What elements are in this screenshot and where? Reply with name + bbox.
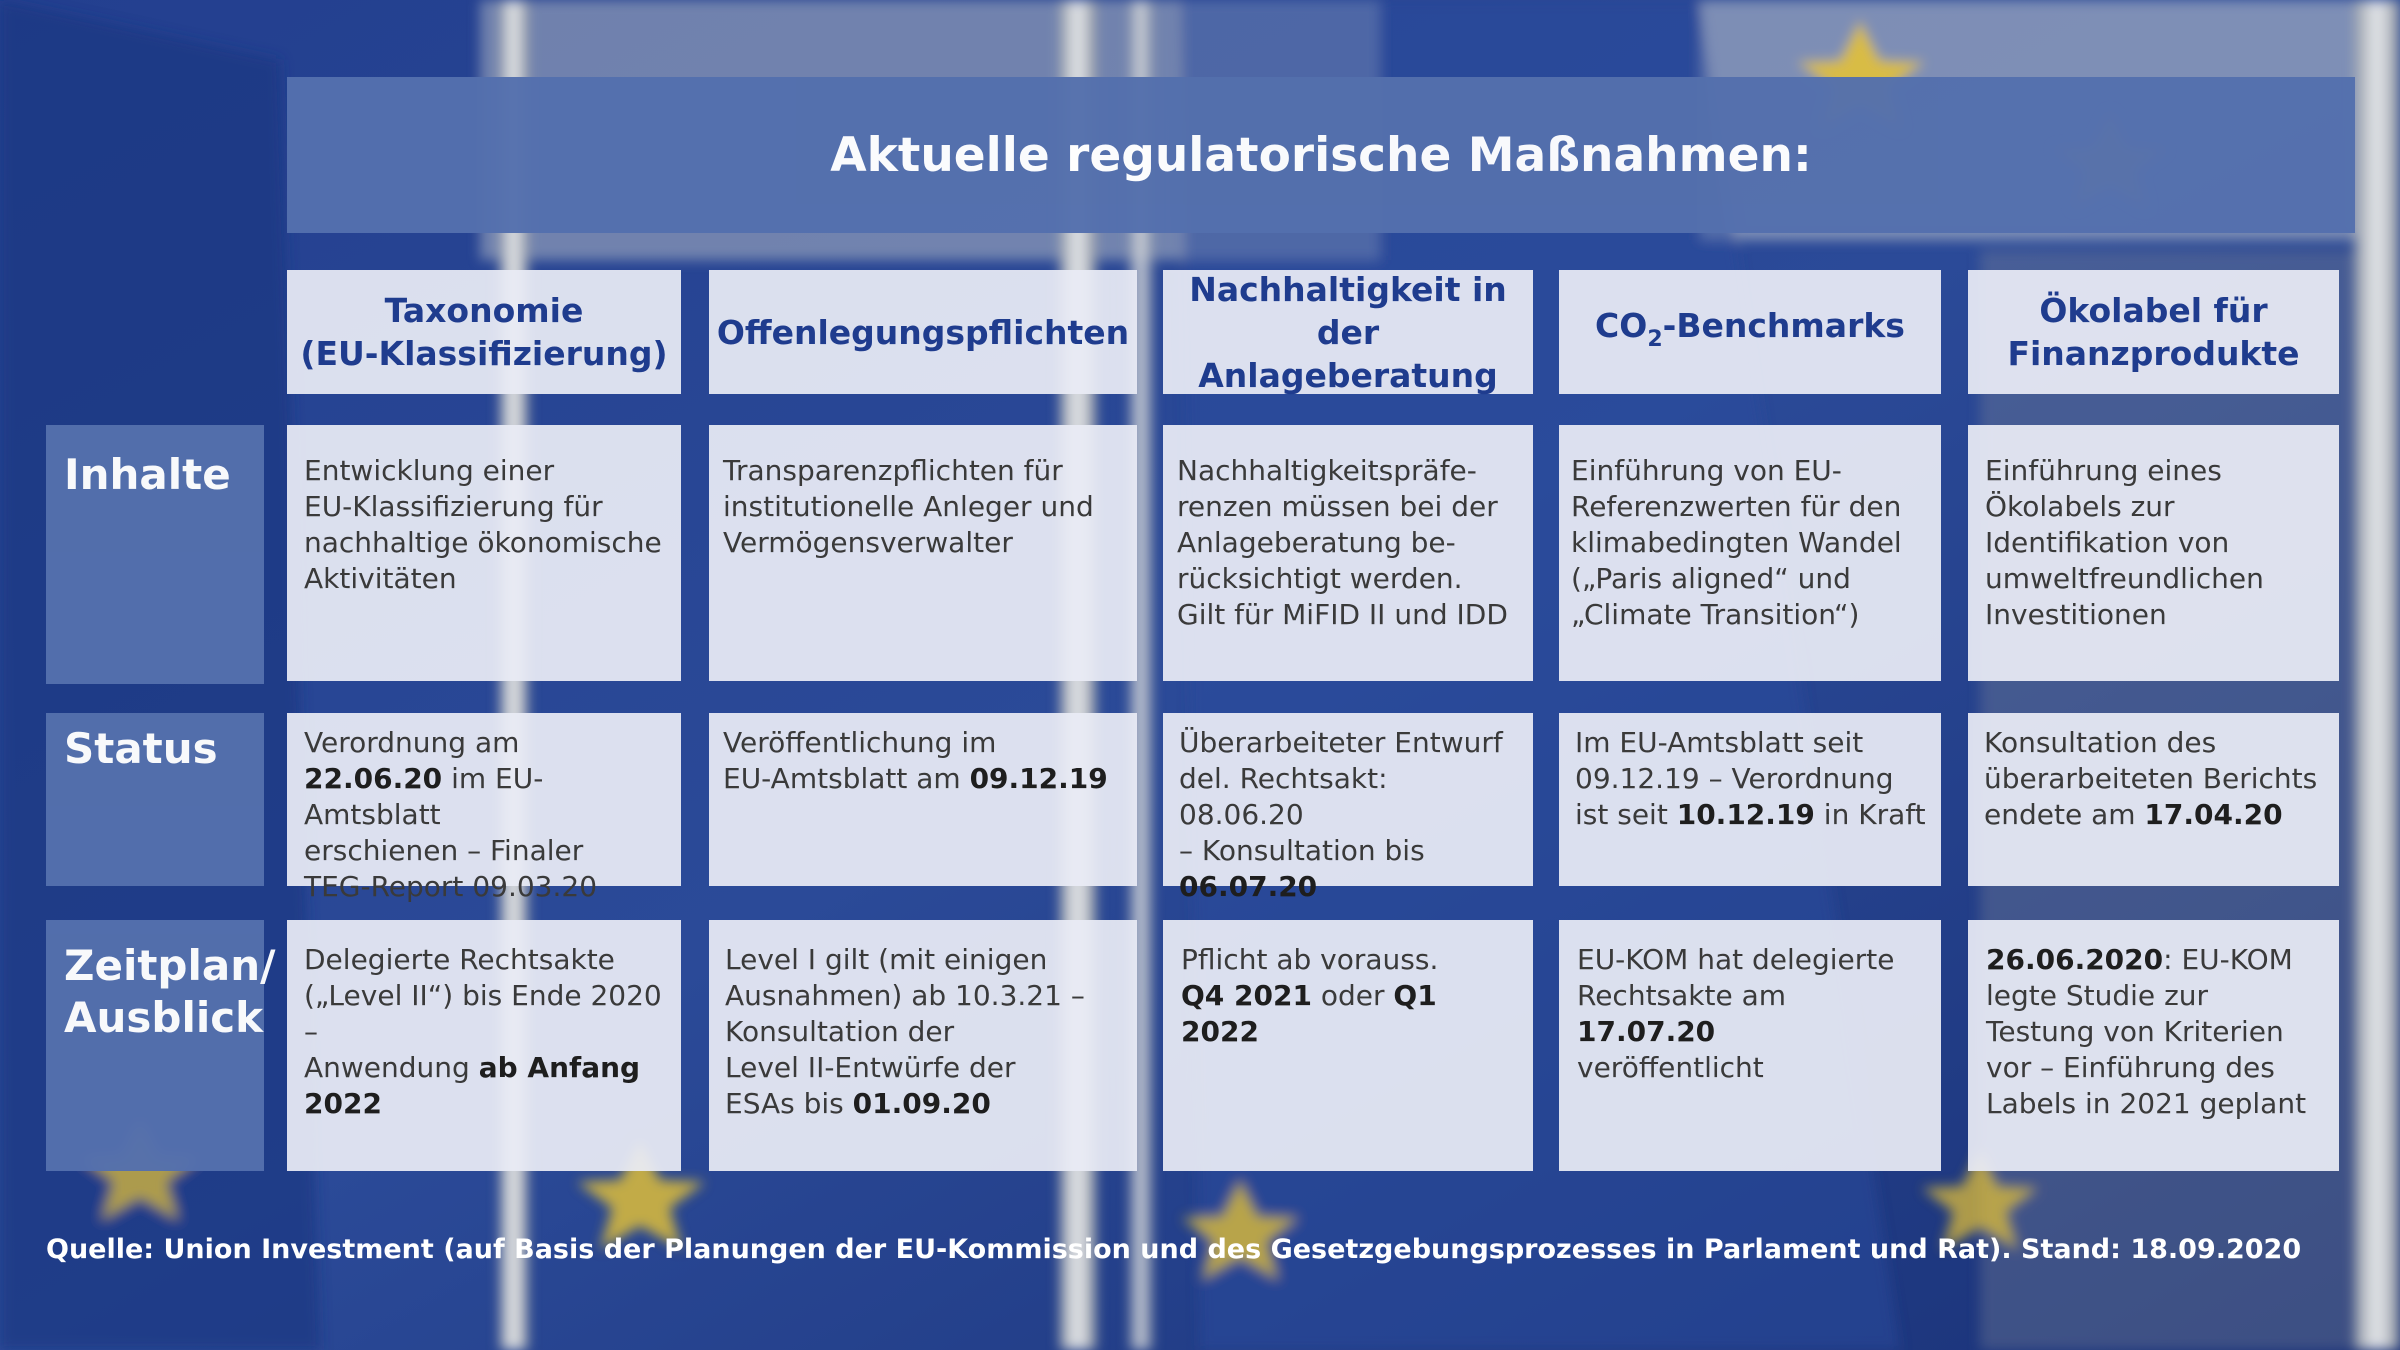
cell-line: Einführung von EU- bbox=[1571, 454, 1842, 487]
cell-line: Vermögensverwalter bbox=[723, 526, 1013, 559]
cell-line: Überarbeiteter Entwurf bbox=[1179, 726, 1503, 759]
cell-line: ist seit bbox=[1575, 798, 1677, 831]
cell-status-offenlegung bbox=[709, 713, 1137, 886]
cell-line: Entwicklung einer bbox=[304, 454, 555, 487]
cell-line: Im EU-Amtsblatt seit bbox=[1575, 726, 1864, 759]
cell-line: : EU-KOM bbox=[2163, 943, 2293, 976]
cell-line: Investitionen bbox=[1985, 598, 2167, 631]
cell-line: institutionelle Anleger und bbox=[723, 490, 1094, 523]
row-label-text: Ausblick bbox=[64, 993, 264, 1042]
date-highlight: 01.09.20 bbox=[852, 1087, 991, 1120]
cell-line: nachhaltige ökonomische bbox=[304, 526, 662, 559]
cell-status-oekolabel bbox=[1968, 713, 2339, 886]
cell-line: Aktivitäten bbox=[304, 562, 457, 595]
cell-line: Verordnung am bbox=[304, 726, 520, 759]
cell-line: Veröffentlichung im bbox=[723, 726, 997, 759]
cell-line: „Climate Transition“) bbox=[1571, 598, 1860, 631]
cell-zeitplan-co2 bbox=[1559, 920, 1941, 1171]
row-label-text: Inhalte bbox=[64, 450, 231, 499]
date-highlight: 22.06.20 bbox=[304, 762, 443, 795]
column-header-co2-benchmarks bbox=[1559, 270, 1941, 394]
cell-zeitplan-anlageberatung bbox=[1163, 920, 1533, 1171]
date-highlight: 26.06.2020 bbox=[1986, 943, 2164, 976]
cell-line: Konsultation der bbox=[725, 1015, 955, 1048]
column-header-line: der Anlageberatung bbox=[1198, 312, 1498, 395]
date-highlight: 09.12.19 bbox=[969, 762, 1108, 795]
cell-line: Identifikation von bbox=[1985, 526, 2230, 559]
cell-line: ESAs bis bbox=[725, 1087, 853, 1120]
column-header-line: Offenlegungspflichten bbox=[716, 312, 1130, 352]
cell-line: klimabedingten Wandel bbox=[1571, 526, 1902, 559]
column-header-line: Nachhaltigkeit in bbox=[1189, 269, 1507, 309]
cell-line: Rechtsakte am bbox=[1577, 979, 1787, 1012]
date-highlight: 06.07.20 bbox=[1179, 870, 1318, 903]
cell-line: vor – Einführung des bbox=[1986, 1051, 2275, 1084]
cell-line: renzen müssen bei der bbox=[1177, 490, 1498, 523]
row-label-text: Zeitplan/ bbox=[64, 941, 276, 990]
column-header-line: (EU-Klassifizierung) bbox=[300, 334, 668, 373]
cell-zeitplan-oekolabel bbox=[1968, 920, 2339, 1171]
cell-line: Anwendung bbox=[304, 1051, 479, 1084]
cell-status-co2 bbox=[1559, 713, 1941, 886]
date-highlight: 2022 bbox=[304, 1087, 382, 1120]
cell-line: im EU-Amtsblatt bbox=[304, 762, 544, 831]
cell-line: TEG-Report 09.03.20 bbox=[304, 870, 598, 903]
cell-line: del. Rechtsakt: 08.06.20 bbox=[1179, 762, 1388, 831]
column-header-taxonomie bbox=[287, 270, 681, 394]
date-highlight: Q4 2021 bbox=[1181, 979, 1312, 1012]
cell-inhalte-offenlegung bbox=[709, 425, 1137, 681]
cell-line: Transparenzpflichten für bbox=[723, 454, 1063, 487]
row-label-text: Status bbox=[64, 724, 218, 773]
cell-line: erschienen – Finaler bbox=[304, 834, 584, 867]
cell-line: Nachhaltigkeitspräfe- bbox=[1177, 454, 1477, 487]
cell-inhalte-co2 bbox=[1559, 425, 1941, 681]
cell-line: EU-Amtsblatt am bbox=[723, 762, 970, 795]
cell-line: Level I gilt (mit einigen bbox=[725, 943, 1048, 976]
cell-line: EU-KOM hat delegierte bbox=[1577, 943, 1895, 976]
date-highlight: ab Anfang bbox=[478, 1051, 641, 1084]
page-title: Aktuelle regulatorische Maßnahmen: bbox=[287, 77, 2355, 233]
row-label-inhalte bbox=[46, 425, 264, 684]
cell-line: endete am bbox=[1984, 798, 2145, 831]
cell-line: Gilt für MiFID II und IDD bbox=[1177, 598, 1508, 631]
date-highlight: 10.12.19 bbox=[1676, 798, 1815, 831]
cell-line: legte Studie zur bbox=[1986, 979, 2209, 1012]
cell-line: oder bbox=[1311, 979, 1394, 1012]
cell-line: Anlageberatung be- bbox=[1177, 526, 1456, 559]
cell-line: („Paris aligned“ und bbox=[1571, 562, 1851, 595]
cell-line: EU-Klassifizierung für bbox=[304, 490, 603, 523]
date-highlight: Q1 2022 bbox=[1181, 979, 1437, 1048]
cell-line: umweltfreundlichen bbox=[1985, 562, 2264, 595]
column-header-line: CO bbox=[1595, 305, 1648, 345]
cell-line: („Level II“) bis Ende 2020 – bbox=[304, 979, 662, 1048]
row-label-zeitplan bbox=[46, 920, 276, 1171]
cell-line: Delegierte Rechtsakte bbox=[304, 943, 615, 976]
column-header-line: Finanzprodukte bbox=[2007, 334, 2300, 373]
column-header-offenlegung bbox=[709, 270, 1137, 394]
cell-zeitplan-offenlegung bbox=[709, 920, 1137, 1171]
cell-line: Pflicht ab vorauss. bbox=[1181, 943, 1439, 976]
cell-line: Konsultation des bbox=[1984, 726, 2217, 759]
date-highlight: 17.07.20 bbox=[1577, 1015, 1716, 1048]
column-header-line: Taxonomie bbox=[384, 291, 584, 330]
cell-line: Testung von Kriterien bbox=[1986, 1015, 2284, 1048]
cell-inhalte-anlageberatung bbox=[1163, 425, 1533, 681]
cell-line: veröffentlicht bbox=[1577, 1051, 1764, 1084]
cell-line: überarbeiteten Berichts bbox=[1984, 762, 2318, 795]
row-label-status bbox=[46, 713, 264, 886]
cell-line: Einführung eines bbox=[1985, 454, 2222, 487]
column-header-line: Ökolabel für bbox=[2039, 291, 2268, 330]
cell-line: – Konsultation bis bbox=[1179, 834, 1425, 867]
cell-inhalte-oekolabel bbox=[1968, 425, 2339, 681]
cell-status-taxonomie bbox=[287, 713, 681, 903]
cell-status-anlageberatung bbox=[1163, 713, 1533, 903]
subscript-two: 2 bbox=[1647, 326, 1663, 352]
cell-line: Labels in 2021 geplant bbox=[1986, 1087, 2307, 1120]
cell-line: 09.12.19 – Verordnung bbox=[1575, 762, 1894, 795]
cell-line: Level II-Entwürfe der bbox=[725, 1051, 1016, 1084]
cell-zeitplan-taxonomie bbox=[287, 920, 681, 1171]
cell-line: Referenzwerten für den bbox=[1571, 490, 1902, 523]
cell-line: Ausnahmen) ab 10.3.21 – bbox=[725, 979, 1085, 1012]
column-header-oekolabel bbox=[1968, 270, 2339, 394]
cell-line: Ökolabels zur bbox=[1985, 490, 2175, 523]
cell-line: rücksichtigt werden. bbox=[1177, 562, 1463, 595]
column-header-line: -Benchmarks bbox=[1662, 305, 1905, 345]
source-note: Quelle: Union Investment (auf Basis der Planungen der EU-Kommission und des Gesetzgebungsprozesses in Parlament und Rat). Stand: 18.09.2020 bbox=[46, 1234, 2302, 1265]
date-highlight: 17.04.20 bbox=[2144, 798, 2283, 831]
cell-inhalte-taxonomie bbox=[287, 425, 681, 681]
cell-line: in Kraft bbox=[1814, 798, 1926, 831]
column-header-anlageberatung bbox=[1163, 270, 1533, 394]
